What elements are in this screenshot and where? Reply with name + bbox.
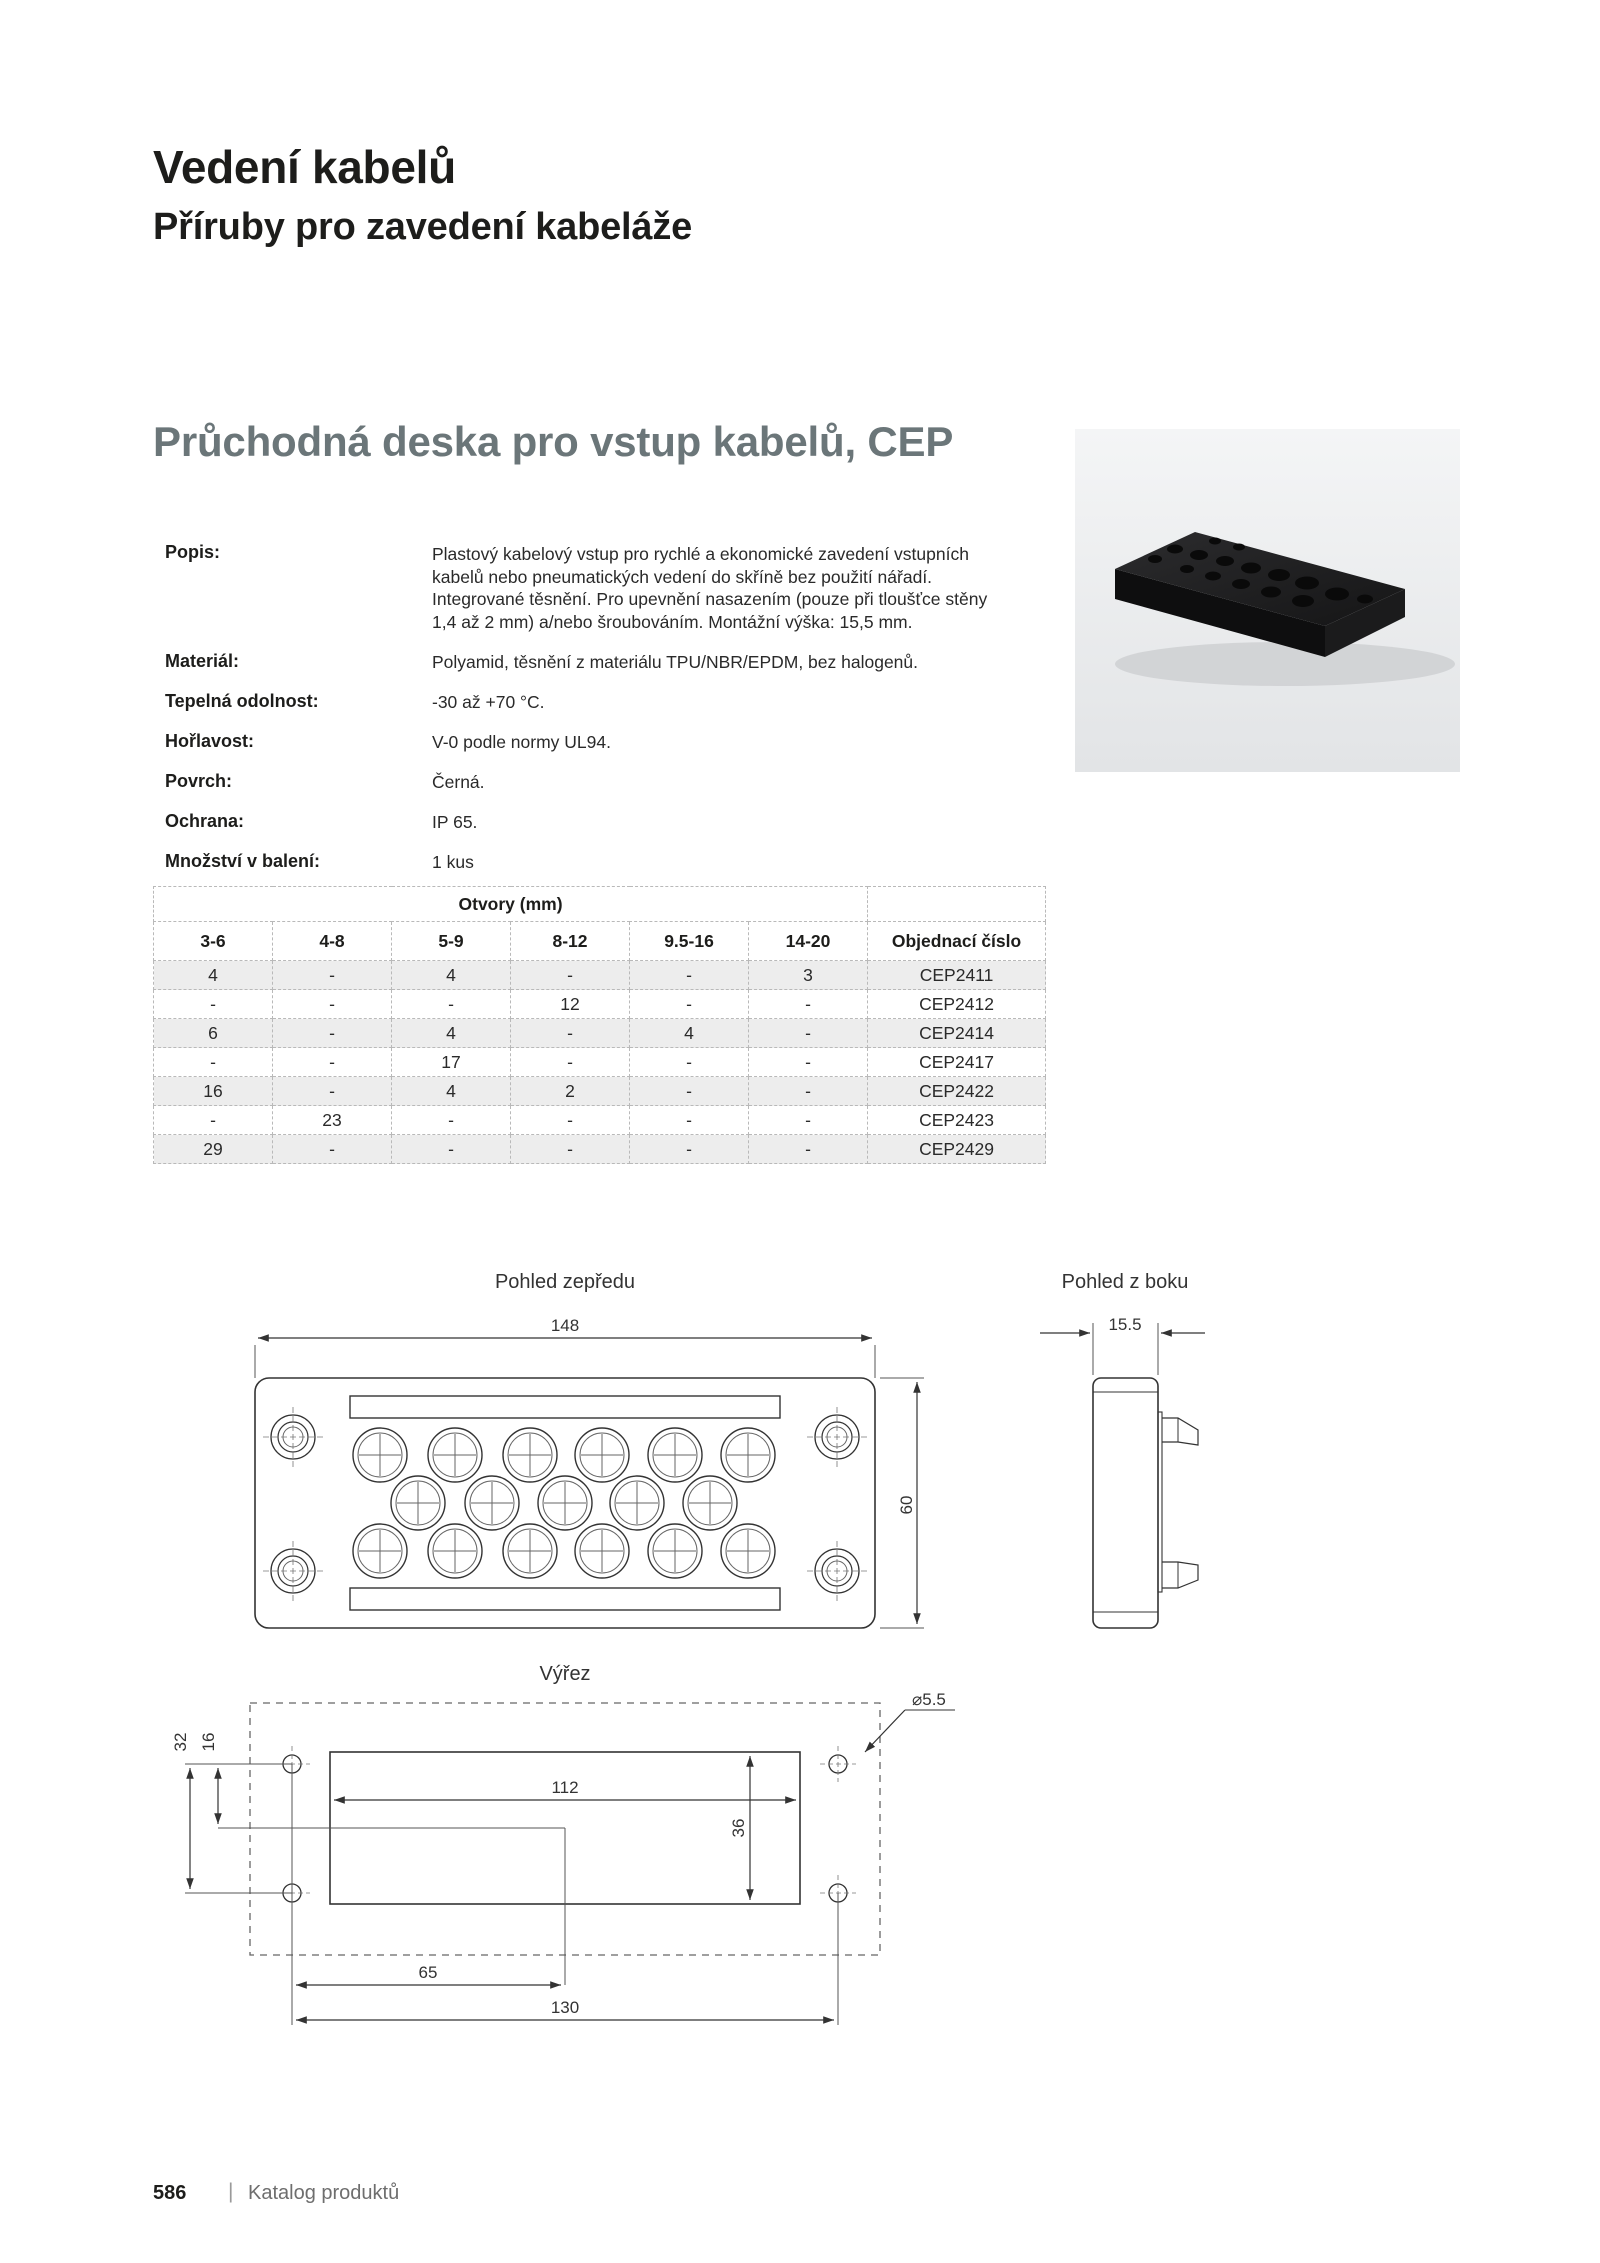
cable-gland-hole	[721, 1428, 775, 1482]
blank-header	[868, 887, 1046, 922]
cable-gland-hole	[683, 1476, 737, 1530]
hole-count-cell: 4	[392, 1077, 511, 1106]
hole-count-cell: -	[511, 1019, 630, 1048]
dim-cut-16: 16	[199, 1732, 218, 1752]
spec-label: Povrch:	[165, 771, 233, 791]
spec-value: Polyamid, těsnění z materiálu TPU/NBR/EPDM, bez halogenů.	[432, 652, 919, 672]
cable-gland-hole	[503, 1428, 557, 1482]
hole-count-cell: 4	[392, 1019, 511, 1048]
hole-count-cell: -	[630, 1106, 749, 1135]
column-header: Objednací číslo	[868, 922, 1046, 961]
hole-count-cell: -	[630, 1048, 749, 1077]
cable-gland-hole	[465, 1476, 519, 1530]
hole-count-cell: 4	[154, 961, 273, 990]
table-row	[154, 1019, 1046, 1048]
dim-cut-32: 32	[171, 1732, 190, 1752]
table-row	[154, 961, 1046, 990]
dim-cut-65: 65	[418, 1963, 438, 1982]
hole-count-cell: -	[511, 961, 630, 990]
hole-count-cell: -	[273, 961, 392, 990]
hole-count-cell: -	[154, 990, 273, 1019]
hole-count-cell: 23	[273, 1106, 392, 1135]
order-number-cell: CEP2411	[868, 961, 1046, 990]
dim-cut-36: 36	[729, 1818, 748, 1838]
hole-count-cell: 3	[749, 961, 868, 990]
spec-value: V-0 podle normy UL94.	[432, 732, 611, 752]
column-header: 14-20	[749, 922, 868, 961]
hole-count-cell: -	[273, 1019, 392, 1048]
hole-count-cell: -	[630, 990, 749, 1019]
hole-count-cell: 29	[154, 1135, 273, 1164]
dim-height: 60	[897, 1495, 916, 1515]
hole-count-cell: -	[511, 1106, 630, 1135]
column-header: 9.5-16	[630, 922, 749, 961]
group-header: Otvory (mm)	[154, 887, 868, 922]
cable-gland-hole	[538, 1476, 592, 1530]
dim-width: 148	[550, 1316, 580, 1335]
spec-value: IP 65.	[432, 812, 478, 832]
side-view-caption: Pohled z boku	[1061, 1271, 1189, 1293]
hole-count-cell: -	[273, 1077, 392, 1106]
cutout-mounting-hole	[820, 1746, 856, 1782]
mounting-hole	[807, 1407, 867, 1467]
table-row	[154, 1106, 1046, 1135]
spec-value: Černá.	[432, 772, 485, 792]
dim-hole-diameter: ⌀5.5	[912, 1690, 946, 1709]
hole-count-cell: -	[392, 1135, 511, 1164]
hole-count-cell: 12	[511, 990, 630, 1019]
hole-count-cell: -	[511, 1135, 630, 1164]
dim-cut-112: 112	[551, 1778, 579, 1797]
footer-catalog: Katalog produktů	[248, 2182, 400, 2204]
column-header: 4-8	[273, 922, 392, 961]
spec-label: Ochrana:	[165, 811, 245, 831]
hole-count-cell: -	[749, 1077, 868, 1106]
cable-gland-hole	[391, 1476, 445, 1530]
cable-gland-hole	[648, 1524, 702, 1578]
column-header: 5-9	[392, 922, 511, 961]
table-row	[154, 1048, 1046, 1077]
hole-count-cell: -	[273, 1135, 392, 1164]
cable-gland-hole	[721, 1524, 775, 1578]
hole-count-cell: 4	[630, 1019, 749, 1048]
spec-label: Materiál:	[165, 651, 240, 671]
hole-count-cell: -	[392, 990, 511, 1019]
cutout-view	[171, 1663, 955, 2025]
technical-drawings	[0, 1240, 1600, 2060]
hole-count-cell: -	[630, 1077, 749, 1106]
cutout-caption: Výřez	[539, 1663, 591, 1685]
side-view	[1040, 1271, 1205, 1628]
hole-count-cell: -	[154, 1048, 273, 1077]
cable-gland-hole	[353, 1524, 407, 1578]
hole-count-cell: 4	[392, 961, 511, 990]
front-view	[255, 1271, 924, 1628]
mounting-hole	[263, 1541, 323, 1601]
front-view-caption: Pohled zepředu	[494, 1271, 636, 1293]
hole-count-cell: -	[749, 1106, 868, 1135]
cable-gland-hole	[503, 1524, 557, 1578]
hole-count-cell: 16	[154, 1077, 273, 1106]
product-title: Průchodná deska pro vstup kabelů, CEP	[153, 418, 954, 465]
cable-gland-hole	[353, 1428, 407, 1482]
ordering-table	[153, 886, 1046, 1164]
spec-value: Plastový kabelový vstup pro rychlé a ekonomické zavedení vstupních kabelů nebo pneumatických vedení do skříně bez použití nářadí. Integrované těsnění. Pro upevnění nasazením (pouze při tloušťce stěny 1,4 až 2 mm) a/nebo šroubováním. Montážní výška: 15,5 mm.	[432, 544, 988, 632]
hole-count-cell: -	[273, 990, 392, 1019]
hole-count-cell: -	[630, 1135, 749, 1164]
hole-count-cell: -	[749, 1135, 868, 1164]
hole-count-cell: -	[749, 990, 868, 1019]
spec-label: Hořlavost:	[165, 731, 255, 751]
order-number-cell: CEP2414	[868, 1019, 1046, 1048]
table-row	[154, 1077, 1046, 1106]
order-number-cell: CEP2429	[868, 1135, 1046, 1164]
dim-cut-130: 130	[550, 1998, 580, 2017]
cable-gland-hole	[575, 1428, 629, 1482]
page-number: 586	[153, 2182, 187, 2204]
hole-count-cell: -	[392, 1106, 511, 1135]
spec-value: -30 až +70 °C.	[432, 692, 545, 712]
page-title: Vedení kabelů	[153, 141, 456, 193]
column-header: 8-12	[511, 922, 630, 961]
cable-gland-hole	[610, 1476, 664, 1530]
mounting-hole	[807, 1541, 867, 1601]
order-number-cell: CEP2417	[868, 1048, 1046, 1077]
hole-count-cell: 17	[392, 1048, 511, 1077]
table-row	[154, 1135, 1046, 1164]
product-photo	[1075, 429, 1460, 772]
order-number-cell: CEP2423	[868, 1106, 1046, 1135]
hole-count-cell: 2	[511, 1077, 630, 1106]
hole-count-cell: -	[154, 1106, 273, 1135]
order-number-cell: CEP2422	[868, 1077, 1046, 1106]
spec-label: Množství v balení:	[165, 851, 321, 871]
spec-label: Popis:	[165, 542, 221, 562]
cable-gland-hole	[648, 1428, 702, 1482]
hole-count-cell: -	[511, 1048, 630, 1077]
dim-side-depth: 15.5	[1108, 1315, 1142, 1334]
hole-count-cell: -	[630, 961, 749, 990]
spec-value: 1 kus	[432, 852, 474, 872]
hole-count-cell: -	[273, 1048, 392, 1077]
spec-label: Tepelná odolnost:	[165, 691, 319, 711]
column-header: 3-6	[154, 922, 273, 961]
hole-count-cell: -	[749, 1048, 868, 1077]
cable-gland-hole	[428, 1428, 482, 1482]
page-subtitle: Příruby pro zavedení kabeláže	[153, 206, 693, 248]
table-row	[154, 990, 1046, 1019]
hole-count-cell: 6	[154, 1019, 273, 1048]
cable-gland-hole	[575, 1524, 629, 1578]
mounting-hole	[263, 1407, 323, 1467]
hole-count-cell: -	[749, 1019, 868, 1048]
footer-separator: |	[228, 2180, 234, 2203]
cable-gland-hole	[428, 1524, 482, 1578]
order-number-cell: CEP2412	[868, 990, 1046, 1019]
